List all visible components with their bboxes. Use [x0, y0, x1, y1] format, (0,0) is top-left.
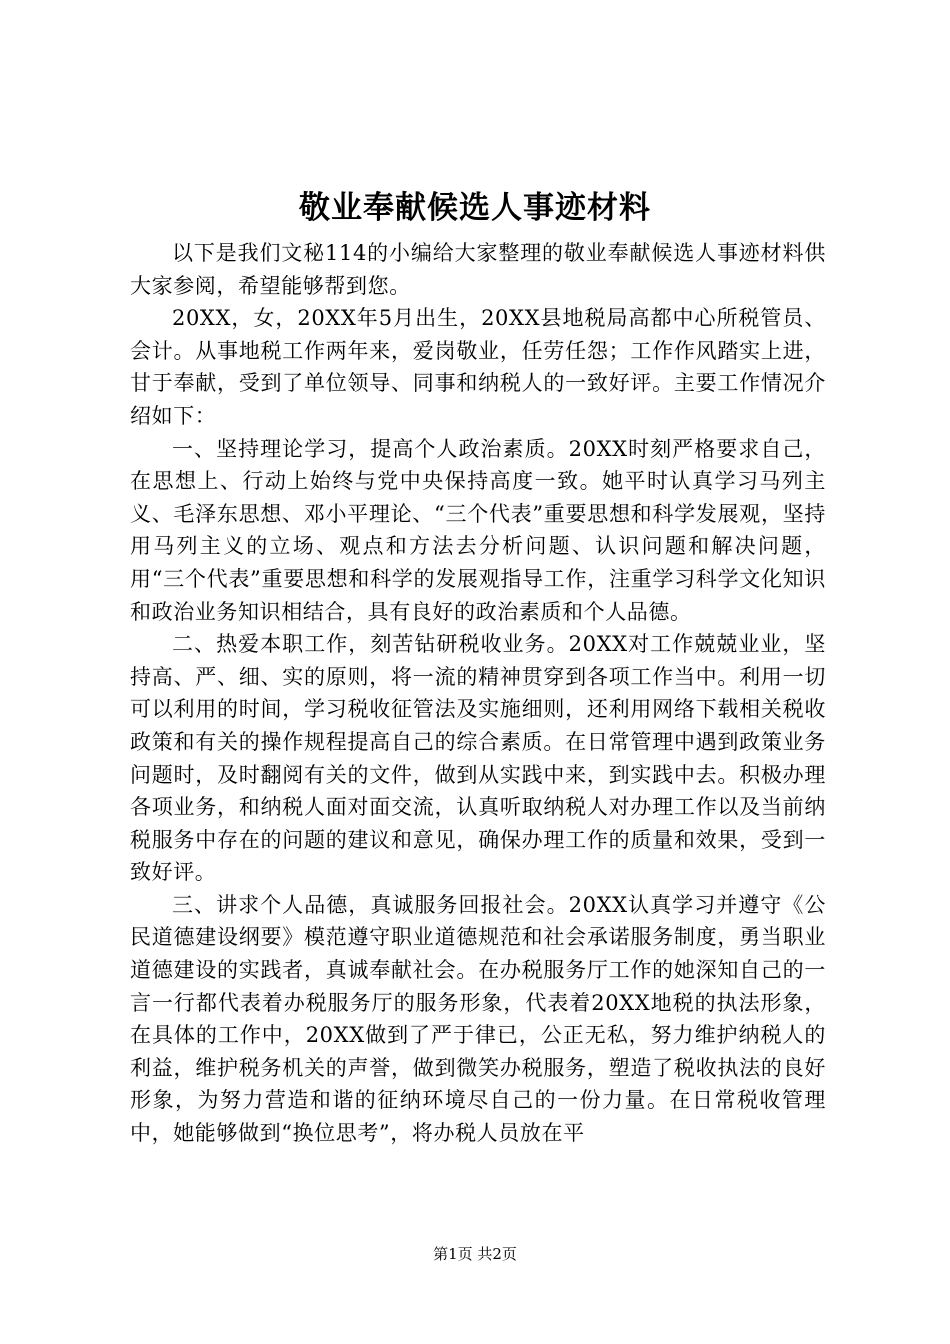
page-number-footer: 第1页 共2页 [433, 1245, 517, 1263]
paragraph-intro: 以下是我们文秘114的小编给大家整理的敬业奉献候选人事迹材料供大家参阅，希望能够帮到您。 [130, 241, 826, 298]
document-body [130, 237, 826, 1150]
paragraph-section-3: 三、讲求个人品德，真诚服务回报社会。20XX认真学习并遵守《公民道德建设纲要》模范遵守职业道德规范和社会承诺服务制度，勇当职业道德建设的实践者，真诚奉献社会。在办税服务厅工作的她深知自己的一言一行都代表着办税服务厅的服务形象，代表着20XX地税的执法形象，在具体的工作中，20XX做到了严于律已，公正无私，努力维护纳税人的利益，维护税务机关的声誉，做到微笑办税服务，塑造了税收执法的良好形象，为努力营造和谐的征纳环境尽自己的一份力量。在日常税收管理中，她能够做到“换位思考”，将办税人员放在平 [130, 892, 826, 1146]
paragraph-section-2: 二、热爱本职工作，刻苦钻研税收业务。20XX对工作兢兢业业，坚持高、严、细、实的原则，将一流的精神贯穿到各项工作当中。利用一切可以利用的时间，学习税收征管法及实施细则，还利用网络下载相关税收政策和有关的操作规程提高自己的综合素质。在日常管理中遇到政策业务问题时，及时翻阅有关的文件，做到从实践中来，到实践中去。积极办理各项业务，和纳税人面对面交流，认真听取纳税人对办理工作以及当前纳税服务中存在的问题的建议和意见，确保办理工作的质量和效果，受到一致好评。 [130, 632, 826, 885]
paragraph-profile: 20XX，女，20XX年5月出生，20XX县地税局高都中心所税管员、会计。从事地税工作两年来，爱岗敬业，任劳任怨；工作作风踏实上进，甘于奉献，受到了单位领导、同事和纳税人的一致好评。主要工作情况介绍如下： [130, 306, 826, 428]
document-title: 敬业奉献候选人事迹材料 [299, 190, 651, 226]
paragraph-section-1: 一、坚持理论学习，提高个人政治素质。20XX时刻严格要求自己，在思想上、行动上始终与党中央保持高度一致。她平时认真学习马列主义、毛泽东思想、邓小平理论、“三个代表”重要思想和科学发展观，坚持用马列主义的立场、观点和方法去分析问题、认识问题和解决问题，用“三个代表”重要思想和科学的发展观指导工作，注重学习科学文化知识和政治业务知识相结合，具有良好的政治素质和个人品德。 [130, 436, 826, 624]
